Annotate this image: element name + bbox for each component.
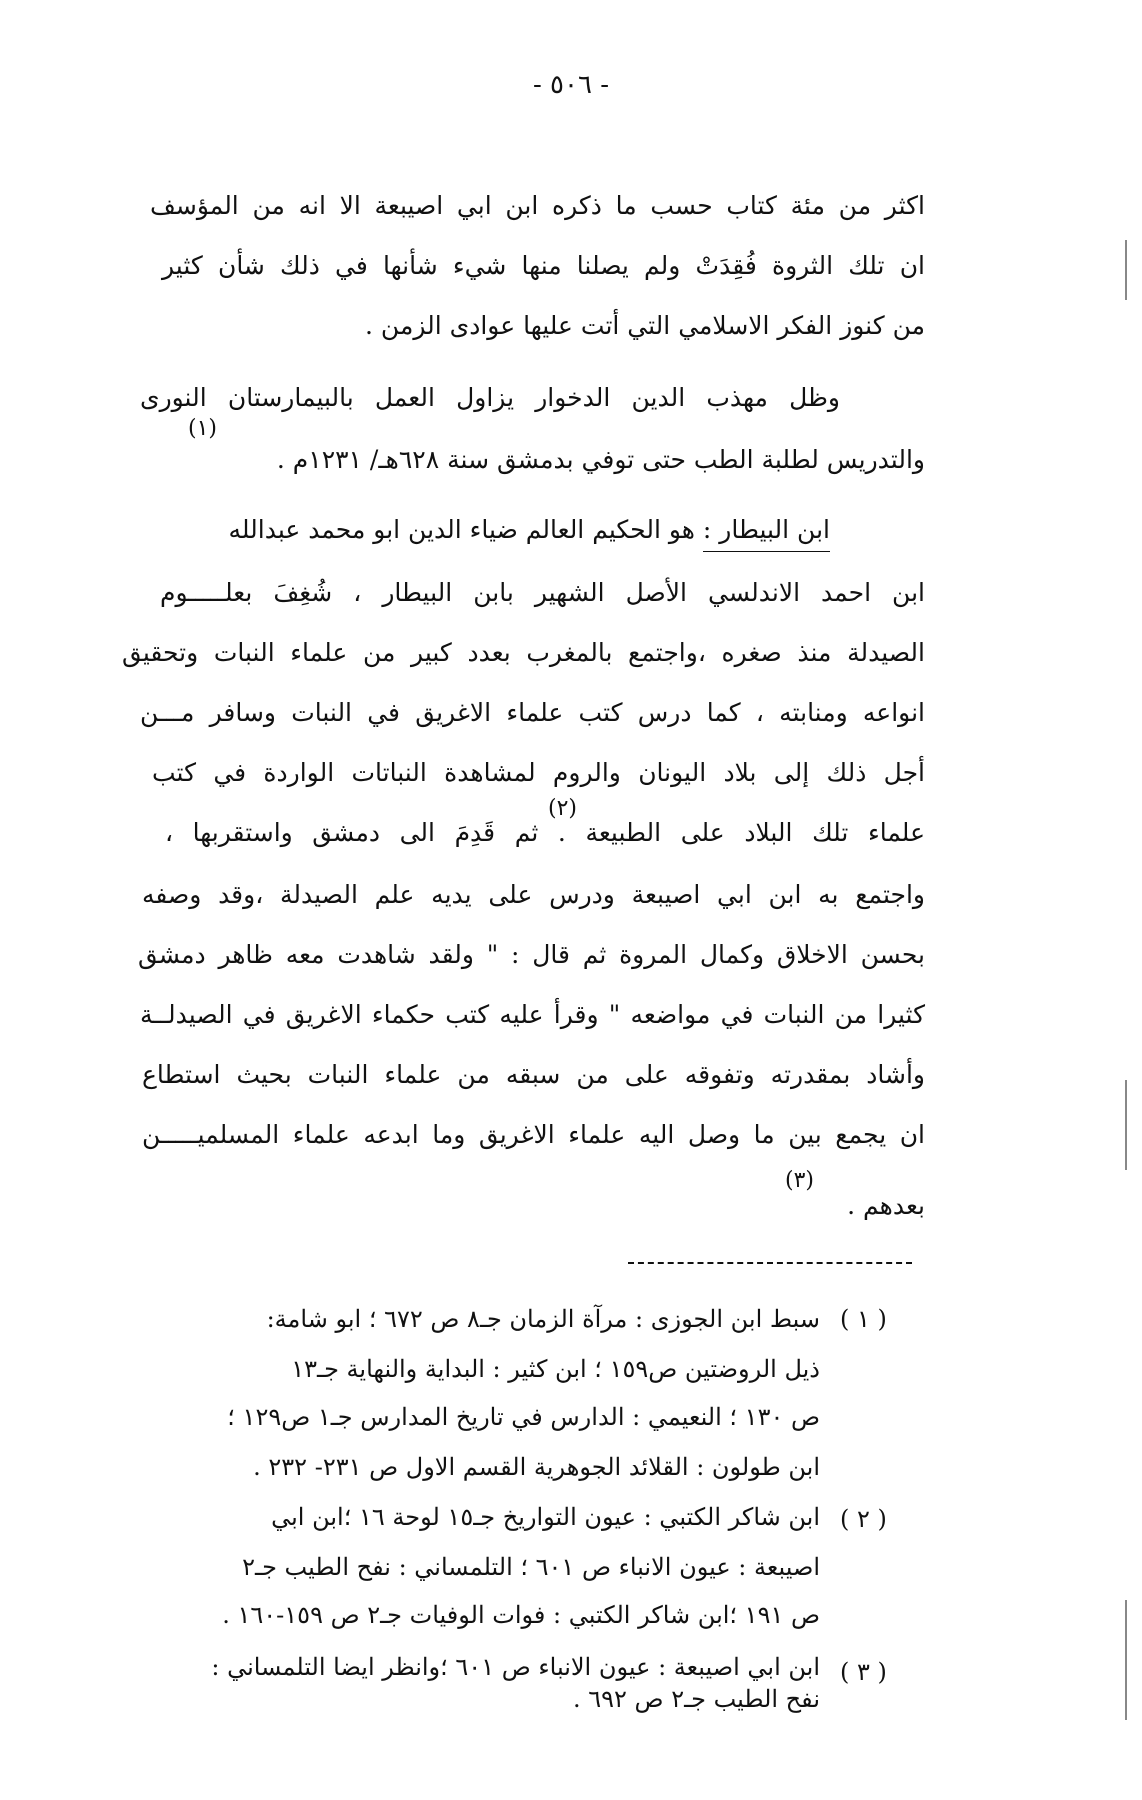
- paragraph2-line-2: والتدريس لطلبة الطب حتى توفي بدمشق سنة ٦٢٨هـ/ ١٢٣١م .: [276, 445, 925, 474]
- paragraph3-line-7: واجتمع به ابن ابي اصيبعة ودرس على يديه علم الصيدلة ،وقد وصفه: [142, 880, 925, 909]
- paragraph3-line-10: وأشاد بمقدرته وتفوقه على من سبقه من علماء النبات بحيث استطاع: [142, 1060, 925, 1089]
- footnote-2-line-3: ص ١٩١ ؛ابن شاكر الكتبي : فوات الوفيات جـ٢ ص ١٥٩-١٦٠ .: [222, 1601, 820, 1629]
- paragraph3-line-1-text: هو الحكيم العالم ضياء الدين ابو محمد عبدالله: [228, 515, 695, 544]
- footnote-1-number: ( ١ ): [840, 1305, 887, 1333]
- footnote-2-line-1: ابن شاكر الكتبي : عيون التواريخ جـ١٥ لوحة ١٦ ؛ابن ابي: [271, 1503, 820, 1531]
- paragraph3-line-5: أجل ذلك إلى بلاد اليونان والروم لمشاهدة النباتات الواردة في كتب: [152, 758, 925, 787]
- paragraph3-line-8: بحسن الاخلاق وكمال المروة ثم قال : " ولقد شاهدت معه ظاهر دمشق: [138, 940, 925, 969]
- footnote-ref-2: (٢): [548, 796, 578, 821]
- footnote-3-line-1: ابن ابي اصيبعة : عيون الانباء ص ٦٠١ ؛وانظر ايضا التلمساني :: [211, 1653, 820, 1681]
- scan-edge-mark: [1125, 1080, 1127, 1170]
- paragraph1-line-3: من كنوز الفكر الاسلامي التي أتت عليها عوادى الزمن .: [365, 311, 925, 340]
- paragraph3-line-3: الصيدلة منذ صغره ،واجتمع بالمغرب بعدد كبير من علماء النبات وتحقيق: [122, 638, 925, 667]
- paragraph1-line-1: اكثر من مئة كتاب حسب ما ذكره ابن ابي اصيبعة الا انه من المؤسف: [150, 191, 925, 220]
- paragraph1-line-2: ان تلك الثروة فُقِدَتْ ولم يصلنا منها شيء شأنها في ذلك شأن كثير: [162, 251, 925, 280]
- footnote-2-line-2: اصيبعة : عيون الانباء ص ٦٠١ ؛ التلمساني : نفح الطيب جـ٢: [242, 1553, 820, 1581]
- page-number: - ٥٠٦ -: [532, 70, 610, 100]
- footnote-ref-1: (١): [188, 416, 218, 441]
- footnote-1-line-1: سبط ابن الجوزى : مرآة الزمان جـ٨ ص ٦٧٢ ؛ ابو شامة:: [266, 1305, 820, 1333]
- footnote-2-number: ( ٢ ): [840, 1505, 887, 1533]
- paragraph3-line-6: علماء تلك البلاد على الطبيعة . ثم قَدِمَ الى دمشق واستقربها ،: [165, 818, 925, 847]
- scan-edge-mark: [1125, 1600, 1127, 1720]
- scan-edge-mark: [1125, 240, 1127, 300]
- section-heading-ibn-al-baytar: ابن البيطار :: [703, 512, 830, 552]
- footnote-1-line-3: ص ١٣٠ ؛ النعيمي : الدارس في تاريخ المدارس جـ١ ص١٢٩ ؛: [227, 1403, 820, 1431]
- footnote-3-line-2: نفح الطيب جـ٢ ص ٦٩٢ .: [572, 1685, 820, 1713]
- paragraph3-line-4: انواعه ومنابته ، كما درس كتب علماء الاغريق في النبات وسافر مـــن: [140, 698, 925, 727]
- paragraph3-line-1: [150, 512, 830, 552]
- footnote-1-line-2: ذيل الروضتين ص١٥٩ ؛ ابن كثير : البداية والنهاية جـ١٣: [291, 1355, 820, 1383]
- paragraph3-line-11: ان يجمع بين ما وصل اليه علماء الاغريق وما ابدعه علماء المسلميـــــن: [142, 1120, 925, 1149]
- footnote-3-number: ( ٣ ): [840, 1658, 887, 1686]
- footnote-divider: [628, 1262, 912, 1264]
- paragraph2-line-1: وظل مهذب الدين الدخوار يزاول العمل بالبيمارستان النورى: [140, 383, 840, 412]
- footnote-1-line-4: ابن طولون : القلائد الجوهرية القسم الاول ص ٢٣١- ٢٣٢ .: [253, 1453, 820, 1481]
- paragraph3-line-2: ابن احمد الاندلسي الأصل الشهير بابن البيطار ، شُغِفَ بعلـــــوم: [160, 578, 925, 607]
- paragraph3-line-9: كثيرا من النبات في مواضعه " وقرأ عليه كتب حكماء الاغريق في الصيدلــة: [140, 1000, 925, 1029]
- paragraph3-line-12: بعدهم .: [847, 1191, 925, 1220]
- footnote-ref-3: (٣): [785, 1168, 815, 1193]
